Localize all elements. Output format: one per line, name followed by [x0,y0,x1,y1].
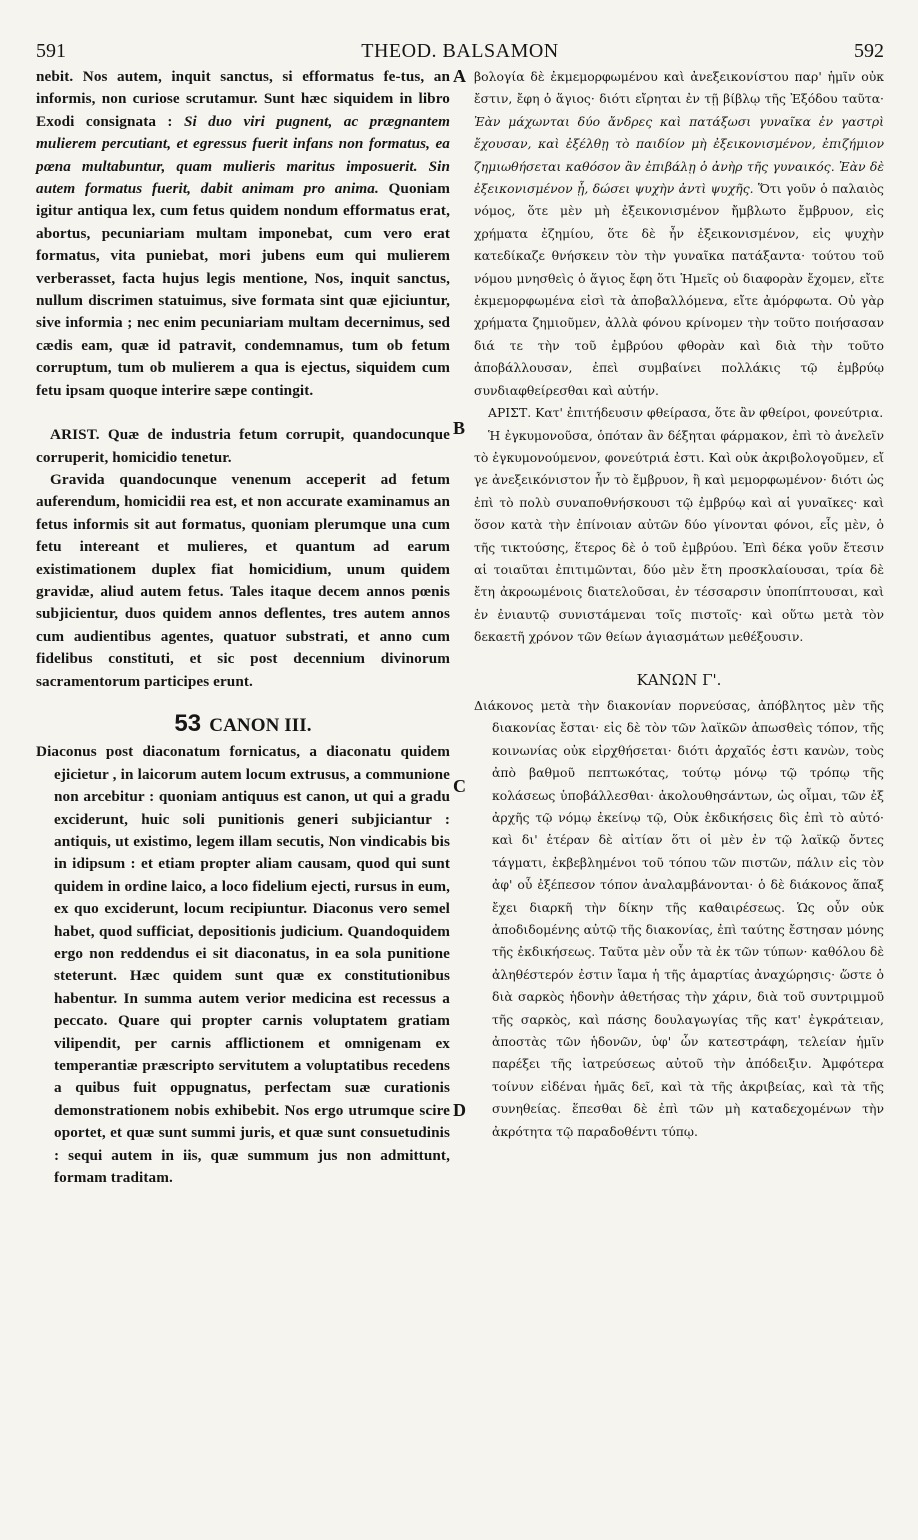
page-header [36,40,884,64]
margin-mark-b: B [453,418,466,438]
latin-text: nebit. Nos autem, inquit sanctus, si efformatus fe-tus, an informis, non curiose scrutamur. Sunt hæc siquidem in libro Exodi consignata : [36,68,450,130]
greek-column [474,66,884,1143]
running-title: THEOD. BALSAMON [361,40,559,62]
latin-canon-paragraph: Diaconus post diaconatum fornicatus, a diaconatu quidem ejicietur , in laicorum autem locum extrusus, a communione non arcebitur : quoniam antiquus est canon, ut qui a gradu exciderunt, huic soli punitionis generi subjiciantur : antiquis, ut existimo, legem illam secutis, Non vindicabis bis in idipsum : et etiam propter aliam causam, quod qui sunt quidem in ordine laico, a loco fidelium ejecti, rursus in eum, ex quo exciderunt, locum recipiuntur. Diaconus vero semel habet, quod sufficiat, depositionis judicium. Quandoquidem ergo non reddendus ei sit diaconatus, in ea sola punitione steterunt. Hæc quidem sunt quæ ex constitutionibus habentur. In summa autem verior medicina est recessus a peccato. Quare qui propter carnis voluptatem gratiam vilipendit, per carnis afflictionem et omnigenam ex temperantiæ præscripto servitutem a voluptatibus recedens a quibus fuit oppugnatus, perfectam suæ curationis demonstrationem nobis exhibebit. Nos ergo utrumque scire oportet, et quæ sunt summi juris, et quæ sunt consuetudinis : sequi autem in iis, quæ summum jus non admittunt, formam traditam. [36,743,450,1187]
margin-mark-d: D [453,1100,466,1120]
margin-mark-c: C [453,776,466,796]
greek-canon-heading: ΚΑΝΩΝ Γ'. [636,670,722,689]
greek-exodus-quote: Ἐὰν μάχωνται δύο ἄνδρες καὶ πατάξωσι γυναῖκα ἐν γαστρὶ ἔχουσαν, καὶ ἐξέλθῃ τὸ παιδίον μὴ ἐξεικονισμένον, ἐπιζήμιον ζημιωθήσεται καθόσον ἂν ἐπιβάλῃ ὁ ἀνὴρ τῆς γυναικός. Ἐὰν δὲ ἐξεικονισμένον ᾖ, δώσει ψυχὴν ἀντὶ ψυχῆς. [474,113,884,197]
latin-column [36,66,450,1190]
greek-text: βολογία δὲ ἐκμεμορφωμένου καὶ ἀνεξεικονίστου παρ' ἡμῖν οὐκ ἔστιν, ἔφη ὁ ἅγιος· διότι εἴρηται ἐν τῇ βίβλῳ τῆς Ἐξόδου ταῦτα· [474,69,884,107]
latin-paragraph-3: Gravida quandocunque venenum acceperit ad fetum auferendum, homicidii rea est, et non accurate examinamus an fetus informis sit aut formatus, quoniam plerumque una cum fetu intereant et mulieres, et quantum ad earum existimationem duplex fiat homicidium, unum quidem gravidæ, aliud autem fetus. Tales itaque decem annos pœnis subjicientur, duos quidem annos deflentes, tres autem annos cum audientibus agentes, quatuor substrati, et anno cum fidelibus constituti, et sic post decennium divinorum sacramentorum participes erunt. [36,470,450,690]
page-number-left: 591 [36,40,66,62]
greek-paragraph-1 [474,66,884,402]
latin-text: Quoniam igitur antiqua lex, cum fetus quidem nondum efformatus erat, abortus, pecuniariam multam imponebat, cum vero erat formatus, vita puniebat, mori jubens eum qui mulierem verberasset, facta hujus legis mentione, Nos, inquit sanctus, nullum discrimen statuimus, sive formata sint quæ ejiciuntur, sive informia ; nec enim pecuniariam multam decernimus, sed cædis eam, quæ id patravit, condemnamus, tum ob fetum corruptum, tum ob mulierem a qua is ejectus, siquidem cum fetu ipsam quoque interire sæpe contingit. [36,180,450,399]
canon-number: 53 [174,709,202,737]
latin-arist-paragraph: ARIST. Quæ de industria fetum corrupit, quandocunque corruperit, homicidio tenetur. [36,426,450,466]
latin-exodus-quote: Si duo viri pugnent, ac prægnantem mulierem percutiant, et egressus fuerit infans non formatus, ea pœna multabuntur, quam mulieris maritus imposuerit. Sin autem formatus fuerit, dabit animam pro anima. [36,112,450,198]
latin-paragraph-1 [36,66,450,402]
greek-paragraph-3: Ἡ ἐγκυμονοῦσα, ὁπόταν ἂν δέξηται φάρμακον, ἐπὶ τὸ ἀνελεῖν τὸ ἐγκυμονούμενον, φονεύτριά ἐστι. Καὶ οὐκ ἀκριβολογοῦμεν, εἴ γε ἀνεξεικόνιστον ἦν τὸ ἔμβρυον, ἢ καὶ μεμορφωμένον· διότι ὡς ἐπὶ τὸ πολὺ συναποθνήσκουσι τῷ ἐμβρύῳ καὶ αἱ γυναῖκες· καὶ ὅσον κατὰ τὴν ἐπίνοιαν αὐτῶν δύο γίνονται φόνοι, εἷς μὲν, ὁ τῆς τικτούσης, ἕτερος δὲ ὁ τοῦ ἐμβρύου. Ἐπὶ δέκα γοῦν ἔτεσιν αἱ τοιαῦται ἐπιτιμῶνται, δύο μὲν ἔτη προσκλαίουσαι, τρία δὲ ἔτη ἀκροωμένοις διατελοῦσαι, ἐν τέσσαρσιν ὑποπίπτουσαι, καὶ ἐν ἐνιαυτῷ συνιστάμεναι τοῖς πιστοῖς· καὶ οὕτω μετὰ τὸν δεκαετῆ χρόνον τῶν θείων ἁγιασμάτων μεθέξουσιν. [474,427,884,645]
latin-canon-heading [36,709,450,737]
greek-canon-paragraph: Διάκονος μετὰ τὴν διακονίαν πορνεύσας, ἀπόβλητος μὲν τῆς διακονίας ἔσται· εἰς δὲ τὸν τῶν λαϊκῶν ἀπωσθεὶς τόπον, τῆς κοινωνίας οὐκ εἰρχθήσεται· διότι ἀρχαῖός ἐστι κανὼν, τοὺς ἀπὸ βαθμοῦ πεπτωκότας, τούτῳ μόνῳ τῷ τρόπῳ τῆς κολάσεως ὑποβάλλεσθαι· ἀκολουθησάντων, ὡς οἶμαι, τῶν ἐξ ἀρχῆς τῷ νόμῳ ἐκείνῳ τῷ, Οὐκ ἐκδικήσεις δὶς ἐπὶ τὸ αὐτό· καὶ δι' ἑτέραν δὲ αἰτίαν ὅτι οἱ μὲν ἐν τῷ λαϊκῷ ὄντες τάγματι, ἐκβεβλημένοι τοῦ τόπου τῶν πιστῶν, πάλιν εἰς τὸν ἀφ' οὗ ἐξέπεσον τόπον ἀναλαμβάνονται· ὁ δὲ διάκονος ἅπαξ ἔχει διαρκῆ τὴν δίκην τῆς καθαιρέσεως. Ὡς οὖν οὐκ ἀποδιδομένης αὐτῷ τῆς διακονίας, ἐπὶ ταύτης ἔστησαν μόνης τῆς ἐκδικήσεως. Ταῦτα μὲν οὖν τὰ ἐκ τῶν τύπων· καθόλου δὲ ἀληθέστερόν ἐστιν ἴαμα ἡ τῆς ἁμαρτίας ἀναχώρησις· ὥστε ὁ διὰ σαρκὸς ἡδονὴν ἀθετήσας τὴν χάριν, διὰ τοῦ συντριμμοῦ τῆς σαρκὸς, καὶ πάσης δουλαγωγίας τῆς κατ' ἐγκράτειαν, ἀποστὰς τῶν ἡδονῶν, ὑφ' ὧν κατεστράφη, τελείαν ἡμῖν παρέξει τῆς ἰατρεύσεως αὐτοῦ τὴν ἀπόδειξιν. Ἀμφότερα τοίνυν εἰδέναι ἡμᾶς δεῖ, καὶ τὰ τῆς ἀκριβείας, καὶ τὰ τῆς συνηθείας. ἕπεσθαι δὲ ἐπὶ τῶν μὴ καταδεχομένων τὴν ἀκρότητα τῷ παραδοθέντι τύπῳ. [474,697,884,1139]
greek-text: Ὅτι γοῦν ὁ παλαιὸς νόμος, ὅτε μὲν μὴ ἐξεικονισμένον ἤμβλωτο ἔμβρυον, εἰς χρήματα ἐζημίου, ὅτε δὲ ἦν ἐξεικονισμένον, εἰς ψυχὴν κατεδίκαζε θνήσκειν τὸν τὴν γυναῖκα πατάξαντα· τούτου τοῦ νόμου μνησθεὶς ὁ ἅγιος ἔφη ὅτι Ἡμεῖς οὐ διαφορὰν ἔχομεν, εἴτε ἐκμεμορφωμένα εἰσὶ τὰ ἀποβαλλόμενα, εἴτε ἀμόρφωτα. Οὐ γὰρ χρήματα ζημιοῦμεν, ἀλλὰ φόνου κρίνομεν τὴν τοῦτο ποιήσασαν διά τε τὴν τοῦ ἐμβρύου φθορὰν καὶ διὰ τὴν τοῦτο ἀποβάλλουσαν, ἐπεὶ συμβαίνει πολλάκις τῷ ἐμβρύῳ συνδιαφθείρεσθαι καὶ αὐτήν. [474,181,884,398]
page-number-right: 592 [854,40,884,62]
greek-arist-paragraph: ΑΡΙΣΤ. Κατ' ἐπιτήδευσιν φθείρασα, ὅτε ἂν φθείροι, φονεύτρια. [488,405,884,421]
margin-mark-a: A [453,66,466,86]
canon-title: CANON III. [209,714,312,736]
